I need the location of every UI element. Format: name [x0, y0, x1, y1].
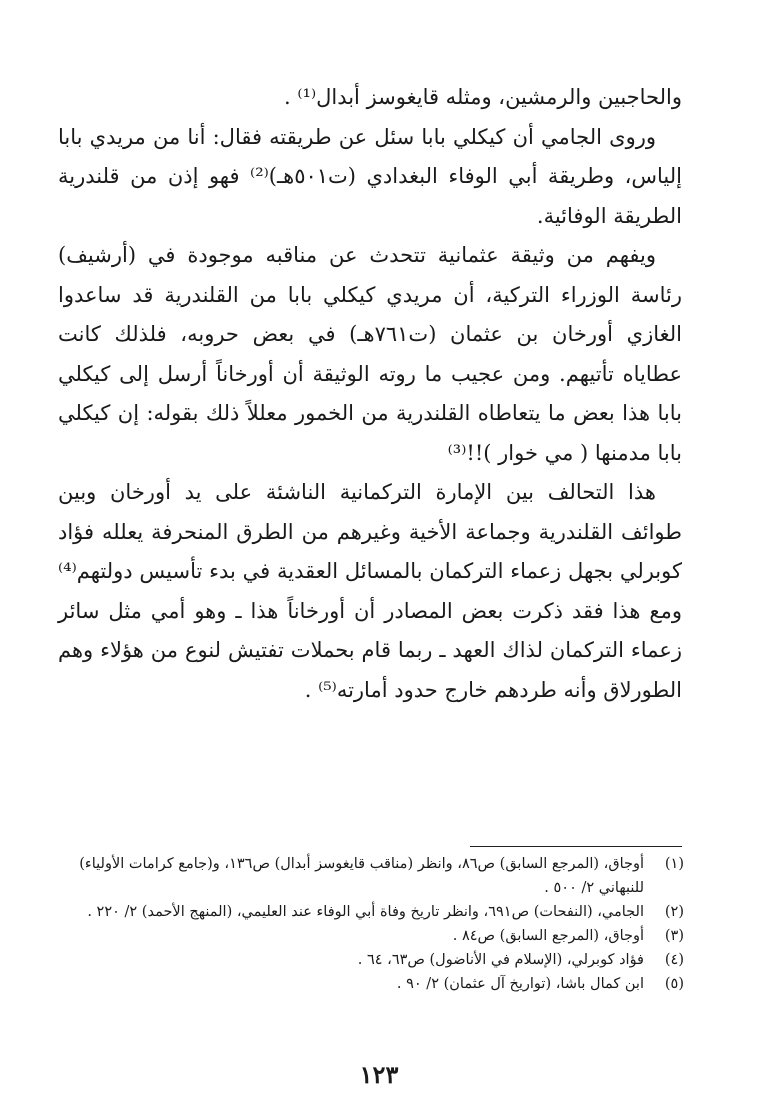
footnote-number: (٥): [664, 976, 684, 992]
footnote-separator: [470, 846, 682, 847]
main-text: [58, 78, 682, 710]
page-number: ١٢٣: [359, 1060, 399, 1089]
footnote-text: أوجاق، (المرجع السابق) ص٨٤ .: [452, 928, 644, 944]
footnote-1: [58, 852, 684, 900]
paragraph-2: وروى الجامي أن كيكلي بابا سئل عن طريقته فقال: أنا من مريدي بابا إلياس، وطريقة أبي الوفاء البغدادي (ت٥٠١هـ)⁽²⁾ فهو إذن من قلندرية الطريقة الوفائية.: [58, 124, 682, 228]
footnote-5: [58, 972, 684, 996]
footnote-text: فؤاد كوبرلي، (الإسلام في الأناضول) ص٦٣، ٦٤ .: [357, 952, 644, 968]
paragraph-4: هذا التحالف بين الإمارة التركمانية الناشئة على يد أورخان وبين طوائف القلندرية وجماعة الأخية وغيرهم من الطرق المنحرفة يعلله فؤاد كوبرلي بجهل زعماء التركمان بالمسائل العقدية في بدء تأسيس دولتهم⁽⁴⁾ ومع هذا فقد ذكرت بعض المصادر أن أورخاناً هذا ـ وهو أمي مثل سائر زعماء التركمان لذاك العهد ـ ربما قام بحملات تفتيش لنوع من هؤلاء وهم الطورلاق وأنه طردهم خارج حدود أمارته⁽⁵⁾ .: [58, 480, 682, 702]
paragraph-3: ويفهم من وثيقة عثمانية تتحدث عن مناقبه موجودة في (أرشيف) رئاسة الوزراء التركية، أن مريدي كيكلي بابا من القلندرية قد ساعدوا الغازي أورخان بن عثمان (ت٧٦١هـ) في بعض حروبه، فلذلك كانت عطاياه تأتيهم. ومن عجيب ما روته الوثيقة أن أورخاناً أرسل إلى كيكلي بابا هذا بعض ما يتعاطاه القلندرية من الخمور معللاً ذلك بقوله: إن كيكلي بابا مدمنها ( مي خوار )!!⁽³⁾: [58, 243, 682, 465]
footnote-4: [58, 948, 684, 972]
footnote-text: الجامي، (النفحات) ص٦٩١، وانظر تاريخ وفاة أبي الوفاء عند العليمي، (المنهج الأحمد) ٢/ ٢٢٠ .: [87, 904, 644, 920]
footnote-number: (٣): [664, 928, 684, 944]
footnote-number: (١): [664, 856, 684, 872]
footnote-2: [58, 900, 684, 924]
footnote-3: [58, 924, 684, 948]
footnote-number: (٤): [664, 952, 684, 968]
footnote-number: (٢): [664, 904, 684, 920]
paragraph-1: والحاجبين والرمشين، ومثله قايغوسز أبدال⁽¹⁾ .: [284, 85, 682, 109]
footnote-text: ابن كمال باشا، (تواريخ آل عثمان) ٢/ ٩٠ .: [396, 976, 644, 992]
footnote-text: أوجاق، (المرجع السابق) ص٨٦، وانظر (مناقب قايغوسز أبدال) ص١٣٦، و(جامع كرامات الأولياء) للنبهاني ٢/ ٥٠٠ .: [79, 856, 644, 896]
footnotes: [58, 852, 684, 996]
